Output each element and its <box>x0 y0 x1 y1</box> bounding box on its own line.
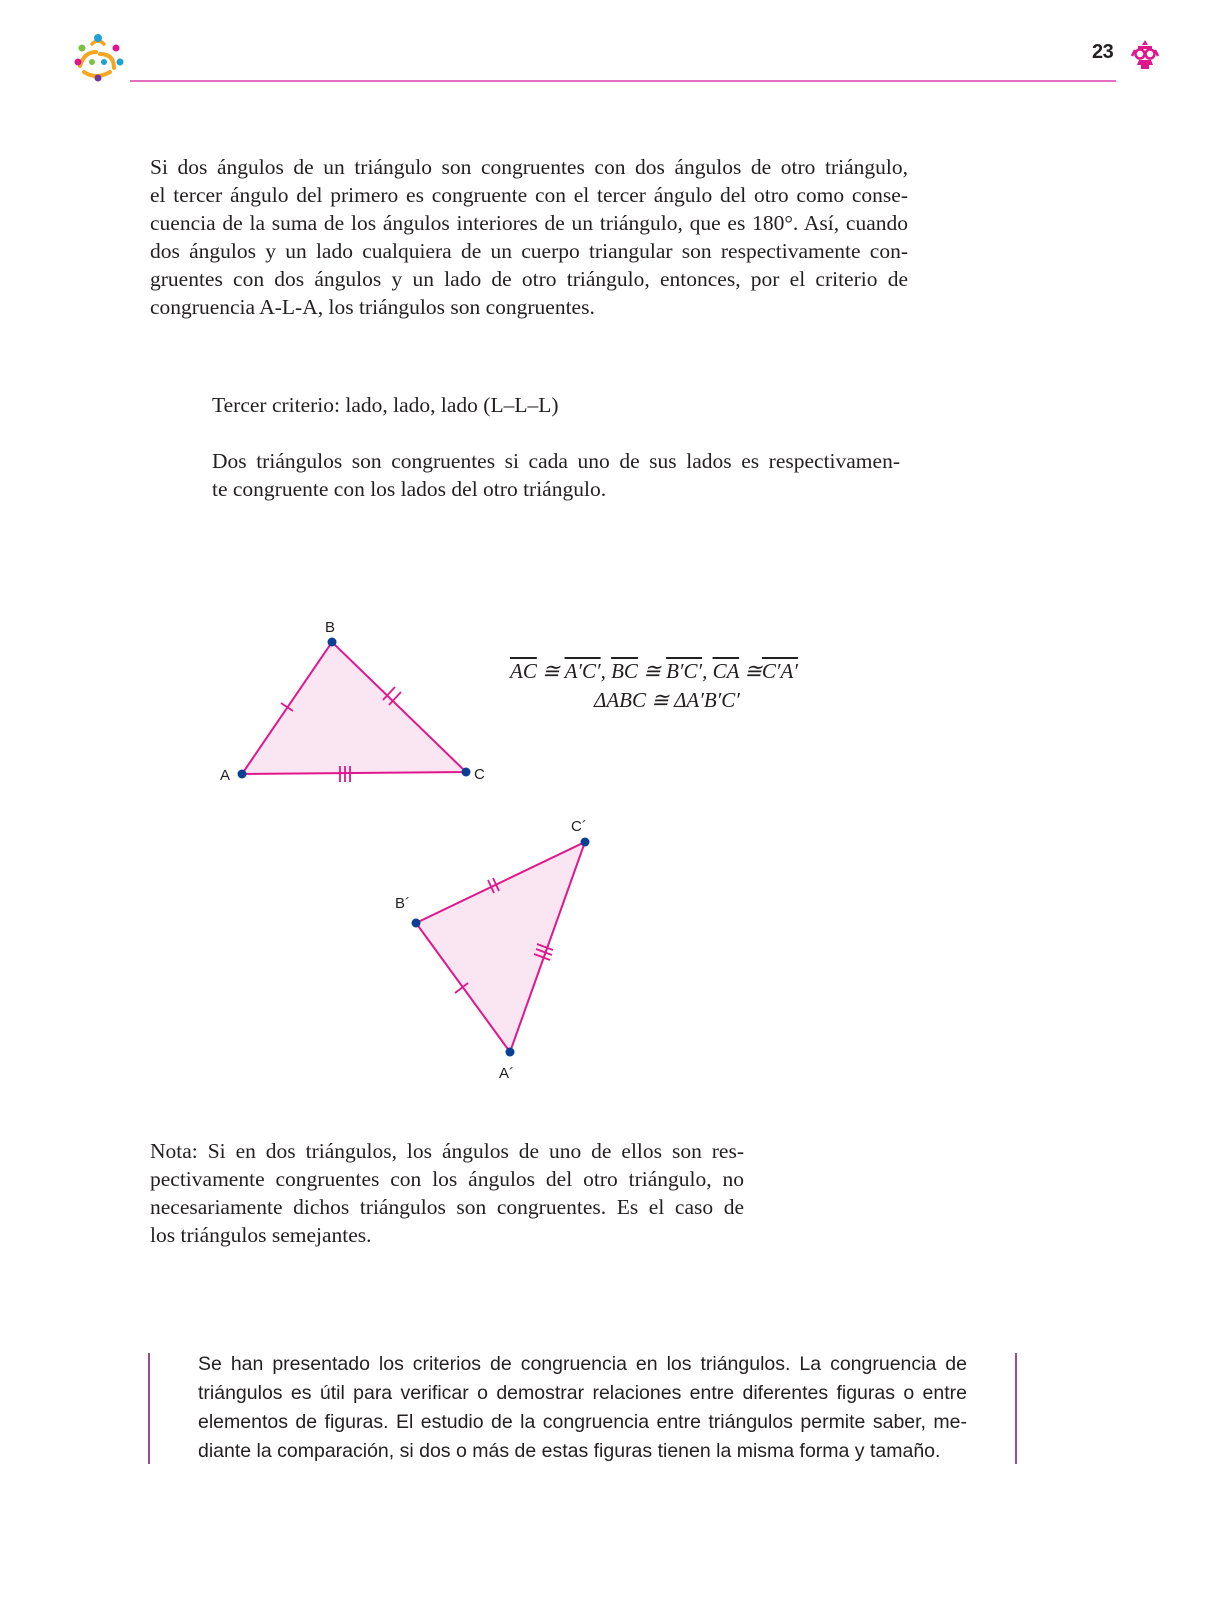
vertex-b-prime <box>412 919 421 928</box>
note-line: necesariamente dichos triángulos son congruentes. Es el caso de <box>150 1195 744 1219</box>
note-line: pectivamente congruentes con los ángulos del otro triángulo, no <box>150 1167 744 1191</box>
label-c-prime: C´ <box>571 818 587 835</box>
vertex-a-prime <box>506 1048 515 1057</box>
segment-ca: $\overline{CA}$ <box>712 659 740 683</box>
intro-line: el tercer ángulo del primero es congruente con el tercer ángulo del otro como conse- <box>150 183 908 207</box>
vertex-b <box>328 638 337 647</box>
triangle-a-prime-b-prime-c-prime <box>416 842 585 1052</box>
congruent-symbol: ≅ <box>542 659 560 683</box>
vertex-c-prime <box>581 838 590 847</box>
summary-line: diante la comparación, si dos o más de estas figuras tienen la misma forma y tamaño. <box>198 1440 941 1462</box>
congruence-formula-triangles: ΔABC ≅ ΔA′B′C′ <box>594 688 740 712</box>
intro-line: Si dos ángulos de un triángulo son congruentes con dos ángulos de otro triángulo, <box>150 155 908 179</box>
note-line: Nota: Si en dos triángulos, los ángulos de uno de ellos son res- <box>150 1139 744 1163</box>
segment-a-prime-c-prime: A′C′ <box>564 659 601 683</box>
segment-b-prime-c-prime: B′C′ <box>666 659 703 683</box>
intro-line: dos ángulos y un lado cualquiera de un cuerpo triangular son respectivamente con- <box>150 239 908 263</box>
segment-bc: $\overline{BC}$ <box>611 659 638 683</box>
intro-line: congruencia A-L-A, los triángulos son congruentes. <box>150 295 595 319</box>
vertex-a <box>238 770 247 779</box>
label-b: B <box>325 619 336 636</box>
summary-line: elementos de figuras. El estudio de la congruencia entre triángulos permite saber, me- <box>198 1411 967 1433</box>
triangle-abc <box>242 642 466 774</box>
segment-c-prime-a-prime: C′A′ <box>761 659 798 683</box>
page-number: 23 <box>1092 41 1114 63</box>
label-a: A <box>220 767 231 784</box>
congruence-formula-sides: $\overline{AC}$ ≅ A′C′, $\overline{BC}$ ≅ B′C′, $\overline{CA}$ ≅C′A′ <box>510 659 798 683</box>
criterion-line: te congruente con los lados del otro triángulo. <box>212 477 607 501</box>
vertex-c <box>462 768 471 777</box>
summary-left-bar <box>148 1353 150 1464</box>
note-line: los triángulos semejantes. <box>150 1223 372 1247</box>
summary-paragraph <box>198 1350 967 1466</box>
summary-right-bar <box>1015 1353 1017 1464</box>
intro-line: cuencia de la suma de los ángulos interiores de un triángulo, que es 180°. Así, cuando <box>150 211 908 235</box>
congruent-symbol: ≅ <box>643 659 661 683</box>
label-c: C <box>474 766 485 783</box>
congruent-symbol: ≅ <box>744 659 762 683</box>
note-paragraph <box>150 1137 744 1249</box>
intro-line: gruentes con dos ángulos y un lado de otro triángulo, entonces, por el criterio de <box>150 267 908 291</box>
segment-ac: $\overline{AC}$ <box>510 659 537 683</box>
label-a-prime: A´ <box>499 1065 514 1082</box>
label-b-prime: B´ <box>395 895 410 912</box>
summary-line: Se han presentado los criterios de congruencia en los triángulos. La congruencia de <box>198 1353 967 1375</box>
criterion-line: Dos triángulos son congruentes si cada uno de sus lados es respectivamen- <box>212 449 900 473</box>
criterion-title-text: Tercer criterio: lado, lado, lado (L–L–L) <box>212 393 559 417</box>
summary-line: triángulos es útil para verificar o demostrar relaciones entre diferentes figuras o entre <box>198 1382 967 1404</box>
